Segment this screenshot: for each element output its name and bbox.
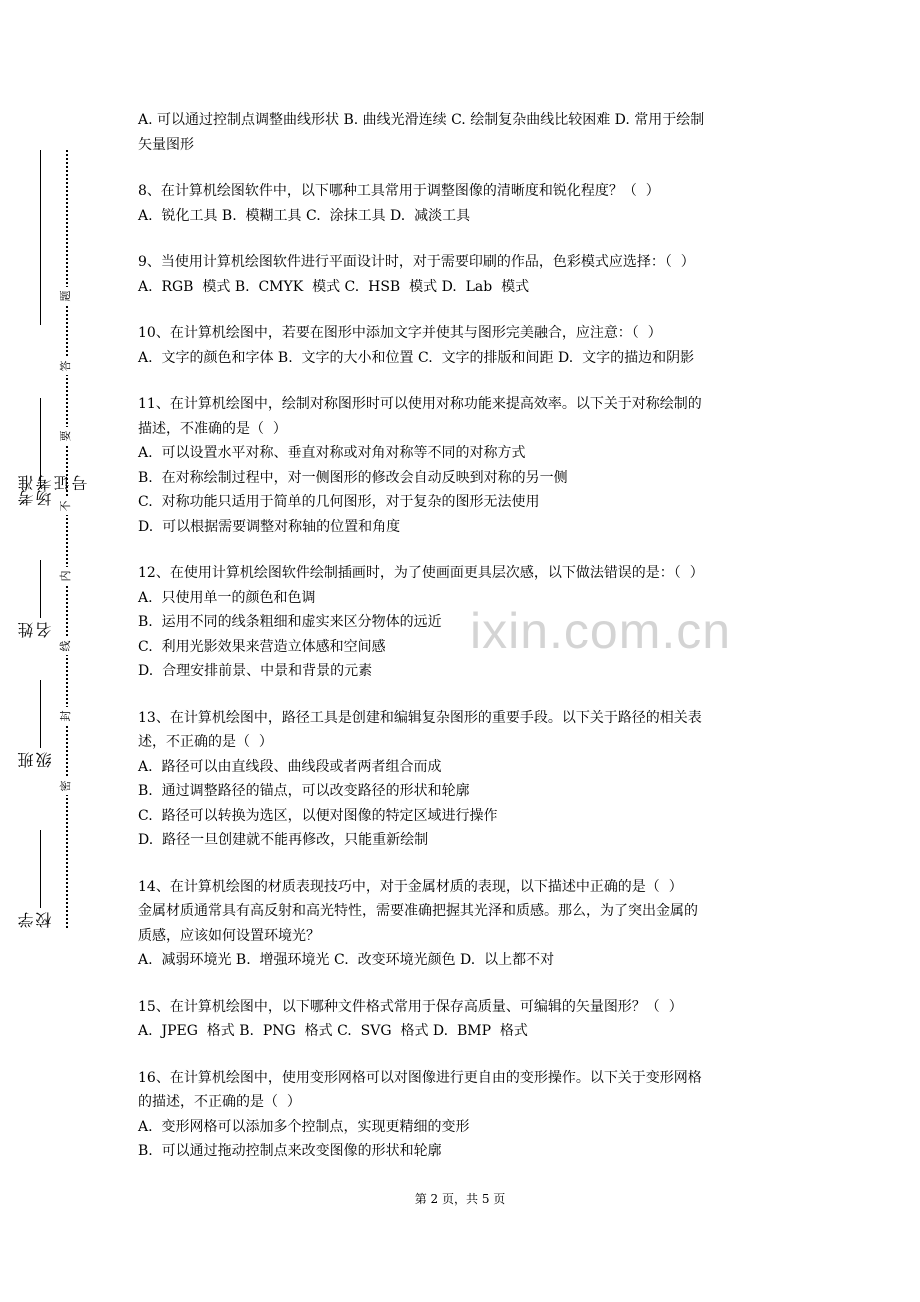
question-options: A. JPEG 格式 B. PNG 格式 C. SVG 格式 D. BMP 格式 [138, 1023, 528, 1039]
option-a: A. 可以设置水平对称、垂直对称或对角对称等不同的对称方式 [138, 445, 526, 461]
question-stem: 金属材质通常具有高反射和高光特性，需要准确把握其光泽和质感。那么，为了突出金属的 [138, 903, 698, 919]
question-stem: 描述，不准确的是（ ） [138, 420, 287, 437]
option-a: A. 路径可以由直线段、曲线段或者两者组合而成 [138, 758, 442, 775]
question-stem: 13、在计算机绘图中，路径工具是创建和编辑复杂图形的重要手段。以下关于路径的相关表 [138, 709, 702, 726]
class-blank-line [40, 680, 42, 748]
question-stem: 质感，应该如何设置环境光？ [138, 927, 320, 944]
option-b: B. 在对称绘制过程中，对一侧图形的修改会自动反映到对称的另一侧 [138, 469, 568, 486]
question-stem: 述，不正确的是（ ） [138, 734, 273, 750]
question-16 [138, 1066, 788, 1164]
question-options: A. 减弱环境光 B. 增强环境光 C. 改变环境光颜色 D. 以上都不对 [138, 952, 555, 968]
option-d: D. 路径一旦创建就不能再修改，只能重新绘制 [138, 832, 429, 848]
question-7-options [138, 108, 788, 157]
page-number: 第 2 页，共 5 页 [414, 1192, 506, 1206]
seal-char: 内 [60, 567, 72, 585]
question-10 [138, 321, 788, 370]
question-options: A. RGB 模式 B. CMYK 模式 C. HSB 模式 D. Lab 模式 [138, 278, 530, 295]
exam-id-blank-line [40, 150, 42, 325]
question-15 [138, 995, 788, 1044]
seal-char: 封 [60, 707, 72, 725]
question-8 [138, 179, 788, 228]
option-c: C. 利用光影效果来营造立体感和空间感 [138, 638, 386, 655]
school-label: 学校 [17, 912, 54, 928]
question-11 [138, 392, 788, 539]
question-stem: 15、在计算机绘图中，以下哪种文件格式常用于保存高质量、可编辑的矢量图形？（ ） [138, 998, 683, 1015]
seal-char: 不 [60, 497, 72, 515]
option-d: D. 合理安排前景、中景和背景的元素 [138, 663, 373, 679]
question-options: A. 锐化工具 B. 模糊工具 C. 涂抹工具 D. 减淡工具 [138, 207, 471, 224]
question-9 [138, 250, 788, 299]
watermark: ixin.com.cn [470, 603, 732, 659]
option-c: C. 路径可以转换为选区，以便对图像的特定区域进行操作 [138, 807, 498, 824]
question-stem: 11、在计算机绘图中，绘制对称图形时可以使用对称功能来提高效率。以下关于对称绘制的 [138, 396, 702, 412]
option-d: D. 可以根据需要调整对称轴的位置和角度 [138, 518, 401, 535]
question-line: A. 可以通过控制点调整曲线形状 B. 曲线光滑连续 C. 绘制复杂曲线比较困难 D. 常用于绘制 [138, 112, 705, 128]
question-options: A. 文字的颜色和字体 B. 文字的大小和位置 C. 文字的排版和间距 D. 文字的描边和阴影 [138, 349, 695, 366]
exam-room-blank-line [40, 398, 42, 488]
exam-room-label: 考场 [17, 490, 54, 506]
exam-id-label: 准考证号 [17, 475, 90, 491]
name-label: 姓名 [17, 622, 54, 638]
question-stem: 12、在使用计算机绘图软件绘制插画时，为了使画面更具层次感，以下做法错误的是：（ ） [138, 565, 704, 581]
question-list [138, 108, 788, 1186]
question-stem: 9、当使用计算机绘图软件进行平面设计时，对于需要印刷的作品，色彩模式应选择：（ ） [138, 254, 695, 270]
option-a: A. 只使用单一的颜色和色调 [138, 589, 316, 606]
question-12 [138, 561, 788, 684]
option-b: B. 可以通过拖动控制点来改变图像的形状和轮廓 [138, 1143, 442, 1159]
name-blank-line [40, 560, 42, 618]
class-label: 班级 [17, 752, 54, 768]
seal-char: 密 [60, 777, 72, 795]
seal-char: 要 [60, 427, 72, 445]
binding-margin [0, 0, 110, 1302]
option-b: B. 通过调整路径的锚点，可以改变路径的形状和轮廓 [138, 783, 470, 799]
option-c: C. 对称功能只适用于简单的几何图形，对于复杂的图形无法使用 [138, 494, 540, 510]
option-b: B. 运用不同的线条粗细和虚实来区分物体的远近 [138, 614, 442, 630]
option-a: A. 变形网格可以添加多个控制点，实现更精细的变形 [138, 1118, 470, 1135]
seal-char: 答 [60, 357, 72, 375]
seal-char: 线 [60, 637, 72, 655]
question-13 [138, 706, 788, 853]
question-stem: 14、在计算机绘图的材质表现技巧中，对于金属材质的表现，以下描述中正确的是（ ） [138, 878, 683, 895]
question-stem: 16、在计算机绘图中，使用变形网格可以对图像进行更自由的变形操作。以下关于变形网格 [138, 1069, 702, 1086]
seal-char: 题 [60, 287, 72, 305]
question-stem: 的描述，不正确的是（ ） [138, 1094, 301, 1110]
school-blank-line [40, 830, 42, 908]
question-line: 矢量图形 [138, 136, 194, 153]
seal-dotted-line [66, 150, 68, 928]
question-stem: 8、在计算机绘图软件中，以下哪种工具常用于调整图像的清晰度和锐化程度？（ ） [138, 183, 660, 199]
question-14 [138, 875, 788, 973]
question-stem: 10、在计算机绘图中，若要在图形中添加文字并使其与图形完美融合，应注意：（ ） [138, 325, 662, 341]
